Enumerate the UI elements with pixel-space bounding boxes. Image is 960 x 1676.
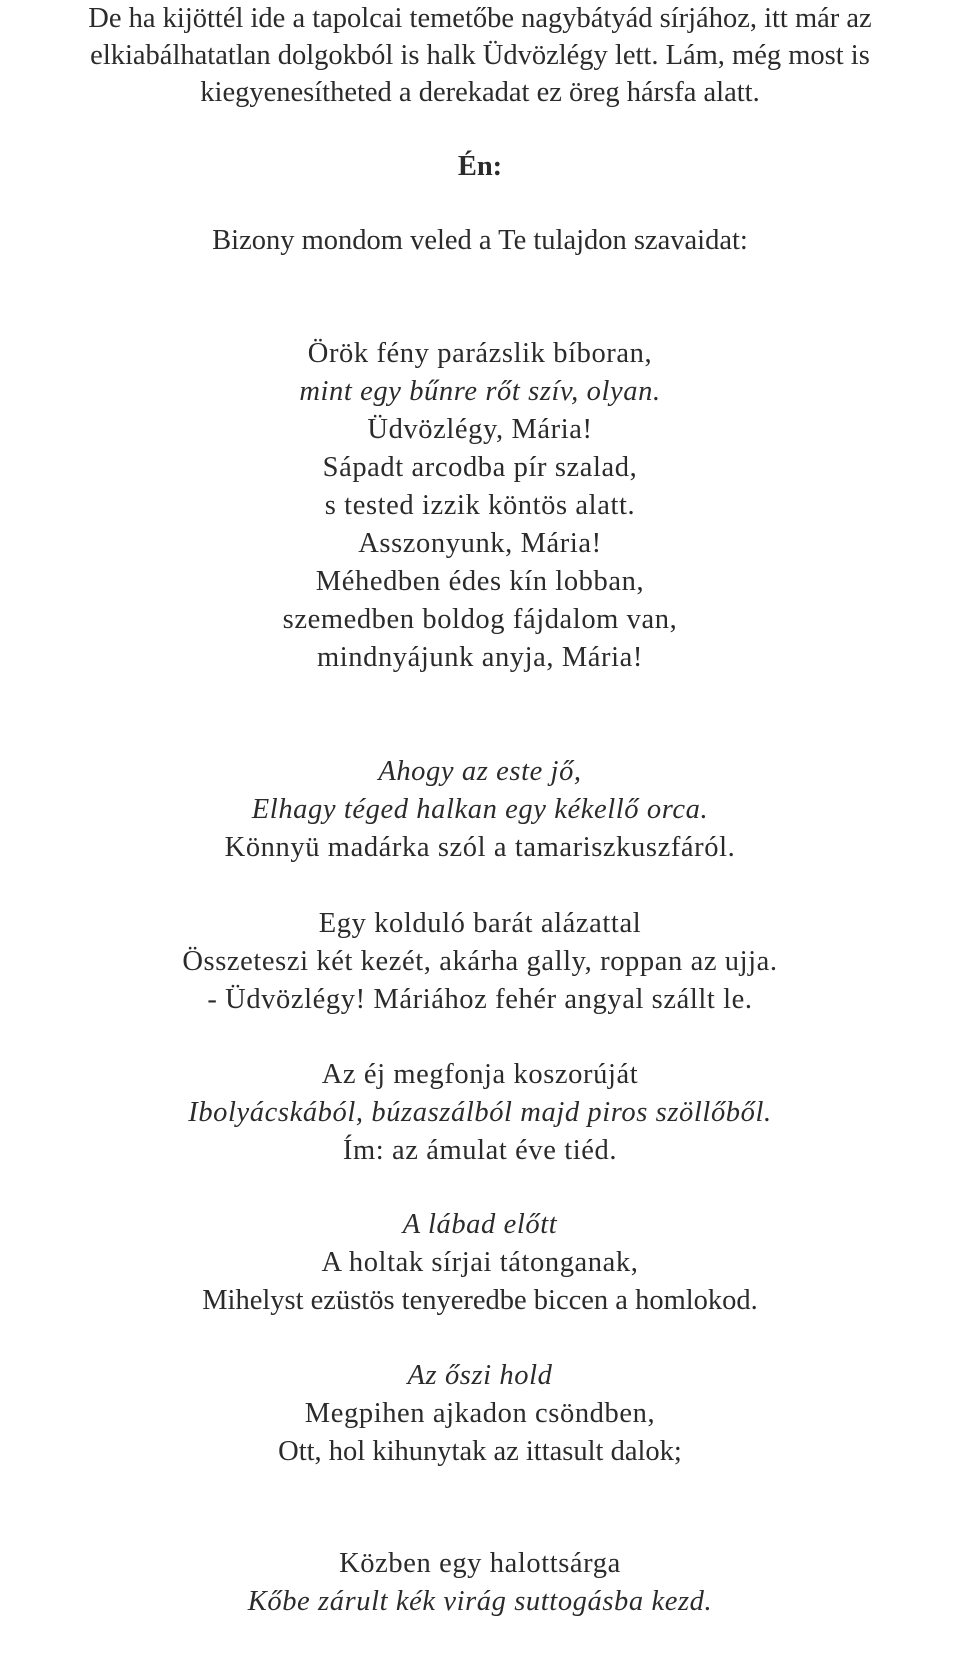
stanza-1-line-1: Örök fény parázslik bíboran, bbox=[307, 338, 653, 369]
intro-line-3: kiegyenesítheted a derekadat ez öreg hársfa alatt. bbox=[200, 77, 760, 108]
stanza-4-line-1: Az éj megfonja koszorúját bbox=[321, 1059, 639, 1090]
stanza-1-line-9: mindnyájunk anyja, Mária! bbox=[316, 642, 644, 673]
stanza-1-line-7: Méhedben édes kín lobban, bbox=[315, 566, 645, 597]
stanza-3-line-2: Összeteszi két kezét, akárha gally, roppan az ujja. bbox=[182, 946, 778, 977]
stanza-7-line-2: Kőbe zárult kék virág suttogásba kezd. bbox=[247, 1586, 713, 1617]
stanza-7-line-1: Közben egy halottsárga bbox=[339, 1548, 621, 1579]
stanza-1-line-8: szemedben boldog fájdalom van, bbox=[282, 604, 678, 635]
stanza-1-line-3: Üdvözlégy, Mária! bbox=[367, 414, 593, 445]
intro-line-1: De ha kijöttél ide a tapolcai temetőbe nagybátyád sírjához, itt már az bbox=[88, 3, 872, 34]
stanza-5-line-2: A holtak sírjai tátonganak, bbox=[321, 1247, 639, 1278]
stanza-4-line-3: Ím: az ámulat éve tiéd. bbox=[342, 1135, 618, 1166]
intro-line-2: elkiabálhatatlan dolgokból is halk Üdvözlégy lett. Lám, még most is bbox=[90, 40, 870, 71]
stanza-3-line-3: - Üdvözlégy! Máriához fehér angyal szállt le. bbox=[207, 984, 753, 1015]
heading: Én: bbox=[457, 151, 503, 182]
stanza-6-line-1: Az őszi hold bbox=[407, 1360, 553, 1391]
stanza-4-line-2: Ibolyácskából, búzaszálból majd piros szöllőből. bbox=[188, 1097, 772, 1128]
stanza-1-line-4: Sápadt arcodba pír szalad, bbox=[322, 452, 638, 483]
stanza-5-line-1: A lábad előtt bbox=[402, 1209, 558, 1240]
lead-line: Bizony mondom veled a Te tulajdon szavaidat: bbox=[212, 225, 748, 256]
stanza-6-line-3: Ott, hol kihunytak az ittasult dalok; bbox=[278, 1436, 682, 1467]
stanza-3-line-1: Egy kolduló barát alázattal bbox=[318, 908, 642, 939]
stanza-2-line-2: Elhagy téged halkan egy kékellő orca. bbox=[251, 794, 709, 825]
stanza-1-line-5: s tested izzik köntös alatt. bbox=[324, 490, 636, 521]
stanza-1-line-6: Asszonyunk, Mária! bbox=[358, 528, 602, 559]
stanza-2-line-3: Könnyü madárka szól a tamariszkuszfáról. bbox=[224, 832, 736, 863]
stanza-1-line-2: mint egy bűnre rőt szív, olyan. bbox=[299, 376, 661, 407]
stanza-5-line-3: Mihelyst ezüstös tenyeredbe biccen a homlokod. bbox=[202, 1285, 758, 1316]
stanza-2-line-1: Ahogy az este jő, bbox=[378, 756, 582, 787]
stanza-6-line-2: Megpihen ajkadon csöndben, bbox=[304, 1398, 656, 1429]
